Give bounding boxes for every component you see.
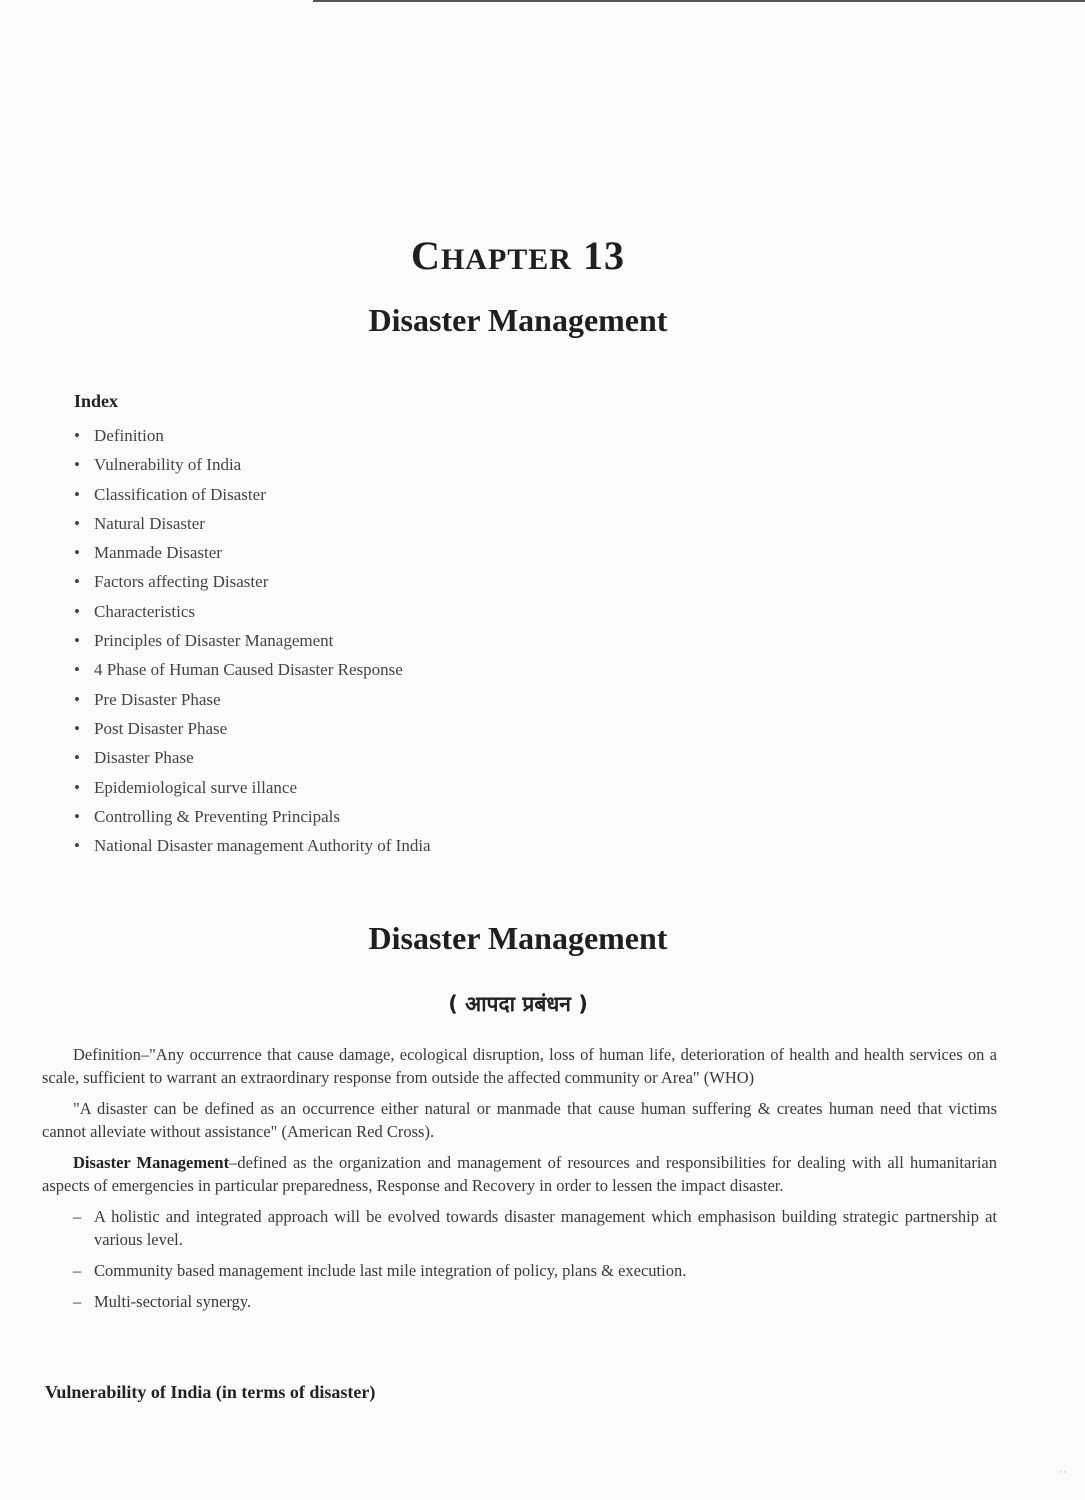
index-item: • Pre Disaster Phase — [74, 685, 431, 714]
definition-paragraph: Definition–"Any occurrence that cause damage, ecological disruption, loss of human life, deterioration of health and health services on a scale, sufficient to warrant an extraordinary response from outside the affected community or Area" (WHO) — [42, 1045, 997, 1087]
index-item: • Vulnerability of India — [74, 450, 431, 479]
scan-speck-mark: ˙˙ — [1059, 1468, 1067, 1482]
index-heading: Index — [74, 391, 119, 411]
top-rule — [313, 0, 1085, 2]
chapter-number: 13 — [582, 233, 625, 278]
index-item: • Natural Disaster — [74, 509, 431, 538]
section-hindi-title: ( आपदा प्रबंधन ) — [448, 992, 588, 1016]
index-item: • 4 Phase of Human Caused Disaster Response — [74, 655, 431, 684]
index-item: • Post Disaster Phase — [74, 714, 431, 743]
index-item: • National Disaster management Authority of India — [74, 831, 431, 860]
red-cross-paragraph: "A disaster can be defined as an occurrence either natural or manmade that cause human suffering & creates human need that victims cannot alleviate without assistance" (American Red Cross). — [42, 1099, 997, 1141]
index-item: • Epidemiological surve illance — [74, 773, 431, 802]
index-item: • Definition — [74, 421, 431, 450]
point-item: – A holistic and integrated approach will be evolved towards disaster management which emphasison building strategic partnership at various level. — [73, 1205, 997, 1251]
disaster-management-paragraph — [42, 1151, 997, 1197]
index-item: • Manmade Disaster — [74, 538, 431, 567]
section-title: Disaster Management — [368, 920, 668, 956]
index-item: • Classification of Disaster — [74, 480, 431, 509]
chapter-subtitle: Disaster Management — [368, 302, 668, 338]
body-text — [42, 1043, 997, 1321]
chapter-label-first: C — [411, 233, 441, 278]
chapter-title — [0, 232, 1036, 279]
chapter-label-rest: HAPTER — [440, 243, 572, 276]
disaster-management-term: Disaster Management — [73, 1153, 230, 1172]
index-item: • Controlling & Preventing Principals — [74, 802, 431, 831]
index-list — [74, 421, 431, 860]
points-list — [42, 1205, 997, 1313]
disaster-management-definition: –defined as the organization and management of resources and responsibilities for dealing with all humanitarian aspects of emergencies in particular preparedness, Response and Recovery in order to lessen the impact disaster. — [42, 1153, 997, 1195]
point-item: – Multi-sectorial synergy. — [73, 1290, 997, 1313]
index-item: • Characteristics — [74, 597, 431, 626]
index-item: • Factors affecting Disaster — [74, 567, 431, 596]
index-item: • Disaster Phase — [74, 743, 431, 772]
index-item: • Principles of Disaster Management — [74, 626, 431, 655]
vulnerability-heading: Vulnerability of India (in terms of disaster) — [45, 1382, 376, 1402]
point-item: – Community based management include last mile integration of policy, plans & execution. — [73, 1259, 997, 1282]
